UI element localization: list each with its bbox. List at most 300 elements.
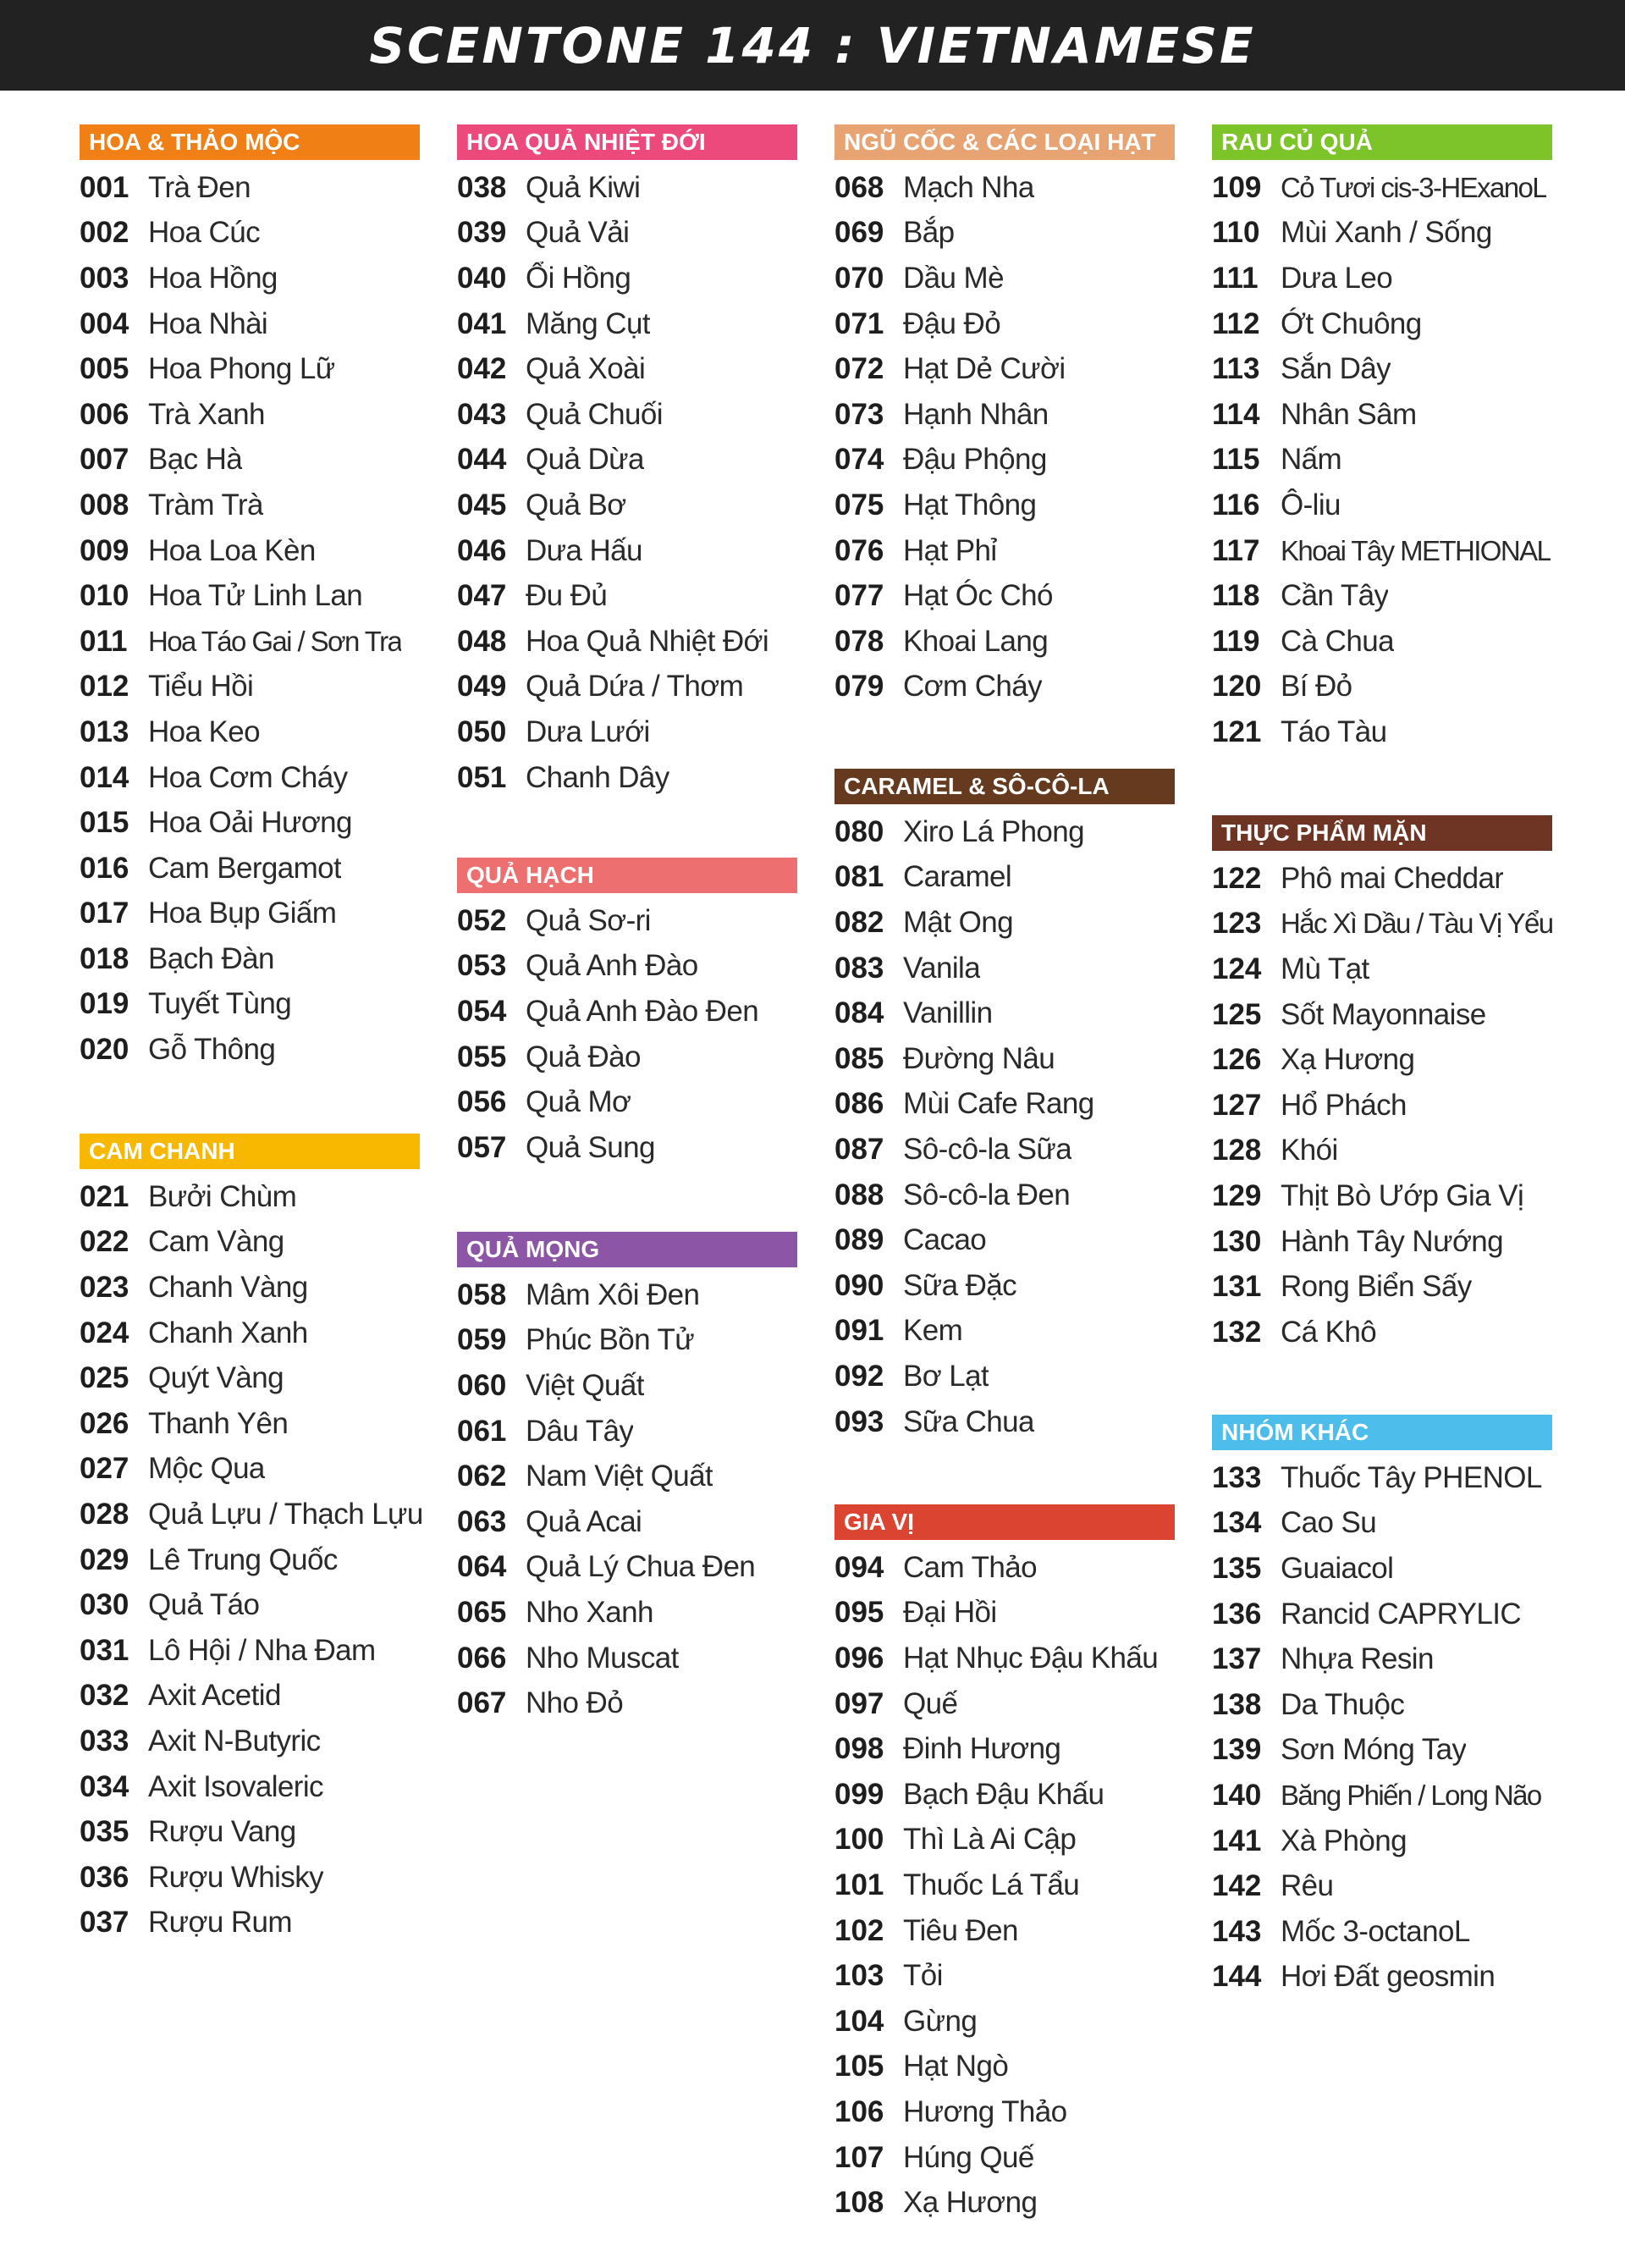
scent-code: 082 — [835, 905, 884, 939]
scent-item — [457, 1545, 804, 1591]
scent-item — [457, 256, 804, 301]
scent-item — [1212, 1128, 1559, 1174]
scent-code: 076 — [835, 533, 884, 567]
scent-list — [80, 165, 427, 1073]
category-section — [457, 1232, 804, 1726]
scent-code: 038 — [457, 170, 507, 204]
scent-name: Hoa Keo — [148, 715, 261, 748]
scent-item — [835, 392, 1182, 438]
scent-code: 086 — [835, 1087, 884, 1121]
scent-name: Vanillin — [903, 996, 993, 1030]
scent-item — [1212, 1818, 1559, 1864]
scent-name: Guaiacol — [1281, 1551, 1394, 1585]
scent-code: 067 — [457, 1686, 507, 1720]
scent-item — [80, 483, 427, 528]
scent-item — [457, 665, 804, 710]
scent-name: Thì Là Ai Cập — [903, 1823, 1077, 1857]
scent-name: Ổi Hồng — [526, 261, 631, 295]
scent-item — [1212, 573, 1559, 619]
scent-name: Axit Isovaleric — [148, 1769, 323, 1803]
scent-item — [1212, 1728, 1559, 1774]
scent-name: Thanh Yên — [148, 1406, 289, 1440]
scent-item — [457, 1125, 804, 1171]
category-section — [457, 858, 804, 1171]
scent-name: Tiêu Đen — [903, 1913, 1018, 1947]
scent-item — [80, 665, 427, 710]
scent-code: 007 — [80, 443, 129, 477]
scent-list — [457, 165, 804, 800]
category-header: THỰC PHẨM MẶN — [1212, 815, 1552, 851]
scent-name: Quả Sung — [526, 1130, 655, 1164]
scent-code: 075 — [835, 488, 884, 521]
scent-code: 103 — [835, 1959, 884, 1993]
scent-item — [80, 846, 427, 891]
scent-name: Quả Anh Đào Đen — [526, 994, 759, 1028]
scent-code: 021 — [80, 1179, 129, 1213]
scent-name: Hoa Bụp Giấm — [148, 897, 337, 930]
scent-item — [835, 946, 1182, 991]
scent-name: Quả Sơ-ri — [526, 903, 651, 937]
category-header: HOA QUẢ NHIỆT ĐỚI — [457, 124, 797, 160]
scent-code: 123 — [1212, 907, 1262, 941]
scent-name: Hạt Thông — [903, 488, 1037, 521]
scent-item — [80, 346, 427, 392]
scent-name: Nhựa Resin — [1281, 1642, 1434, 1676]
scent-name: Hạt Ngò — [903, 2050, 1009, 2083]
scent-name: Quả Táo — [148, 1588, 260, 1622]
scent-name: Mù Tạt — [1281, 952, 1369, 985]
scent-name: Sốt Mayonnaise — [1281, 997, 1486, 1031]
scent-item — [457, 392, 804, 438]
scent-item — [835, 1173, 1182, 1218]
scent-item — [835, 809, 1182, 855]
scent-code: 130 — [1212, 1224, 1262, 1258]
scent-item — [457, 898, 804, 944]
scent-code: 005 — [80, 352, 129, 386]
scent-item — [457, 346, 804, 392]
scent-code: 064 — [457, 1550, 507, 1584]
scent-name: Đại Hồi — [903, 1596, 997, 1630]
scent-item — [80, 1628, 427, 1674]
scent-name: Cao Su — [1281, 1506, 1377, 1540]
scent-code: 061 — [457, 1414, 507, 1448]
scent-item — [1212, 1083, 1559, 1128]
scent-name: Quả Mơ — [526, 1085, 631, 1119]
scent-name: Ớt Chuông — [1281, 306, 1422, 340]
scent-code: 100 — [835, 1823, 884, 1857]
scent-code: 095 — [835, 1596, 884, 1630]
scent-name: Rượu Whisky — [148, 1860, 324, 1894]
scent-code: 093 — [835, 1404, 884, 1438]
scent-name: Quả Kiwi — [526, 170, 641, 204]
scent-item — [835, 1772, 1182, 1818]
scent-name: Quả Lựu / Thạch Lựu — [148, 1497, 423, 1531]
scent-name: Tràm Trà — [148, 488, 263, 521]
scent-name: Sô-cô-la Sữa — [903, 1132, 1072, 1166]
scent-name: Nho Đỏ — [526, 1686, 624, 1720]
scent-code: 080 — [835, 814, 884, 848]
scent-item — [835, 1036, 1182, 1082]
category-section — [1212, 124, 1559, 755]
scent-item — [835, 855, 1182, 901]
scent-name: Hương Thảo — [903, 2094, 1067, 2128]
scent-item — [1212, 1455, 1559, 1501]
scent-code: 073 — [835, 397, 884, 431]
scent-code: 059 — [457, 1323, 507, 1357]
scent-code: 065 — [457, 1595, 507, 1629]
scent-item — [457, 619, 804, 665]
scent-name: Gừng — [903, 2004, 978, 2038]
scent-name: Quả Bơ — [526, 488, 626, 521]
scent-code: 107 — [835, 2140, 884, 2174]
scent-item — [457, 1680, 804, 1726]
scent-name: Cam Thảo — [903, 1550, 1037, 1584]
scent-code: 042 — [457, 352, 507, 386]
scent-name: Rong Biển Sấy — [1281, 1270, 1472, 1304]
scent-item — [457, 944, 804, 990]
scent-item — [457, 1272, 804, 1318]
scent-item — [457, 1318, 804, 1364]
scent-item — [457, 1035, 804, 1080]
scent-code: 069 — [835, 216, 884, 250]
scent-code: 056 — [457, 1085, 507, 1119]
scent-item — [457, 1079, 804, 1125]
scent-code: 009 — [80, 533, 129, 567]
scent-item — [835, 1217, 1182, 1263]
scent-item — [835, 1354, 1182, 1399]
scent-code: 084 — [835, 996, 884, 1030]
scent-name: Cần Tây — [1281, 579, 1389, 613]
scent-name: Quả Dừa — [526, 443, 644, 477]
scent-name: Khói — [1281, 1134, 1338, 1167]
scent-item — [1212, 256, 1559, 301]
scent-list — [1212, 856, 1559, 1355]
scent-name: Hoa Phong Lữ — [148, 352, 335, 386]
scent-name: Dâu Tây — [526, 1414, 634, 1448]
scent-code: 124 — [1212, 952, 1262, 985]
scent-code: 055 — [457, 1040, 507, 1073]
scent-code: 018 — [80, 941, 129, 975]
scent-item — [1212, 211, 1559, 257]
scent-code: 109 — [1212, 170, 1262, 204]
scent-code: 046 — [457, 533, 507, 567]
scent-name: Việt Quất — [526, 1368, 644, 1402]
scent-item — [1212, 392, 1559, 438]
category-section — [1212, 1415, 1559, 2000]
scent-name: Khoai Tây METHIONAL — [1281, 534, 1551, 566]
scent-list — [1212, 1455, 1559, 2000]
scent-code: 129 — [1212, 1178, 1262, 1212]
scent-item — [835, 1953, 1182, 1999]
scent-item — [1212, 1219, 1559, 1265]
scent-code: 118 — [1212, 579, 1260, 613]
scent-name: Sữa Đặc — [903, 1268, 1017, 1302]
scent-item — [835, 2180, 1182, 2226]
scent-name: Hạt Nhục Đậu Khấu — [903, 1641, 1159, 1675]
scent-item — [80, 1447, 427, 1493]
scent-item — [835, 1309, 1182, 1355]
scent-code: 011 — [80, 624, 128, 658]
scent-code: 043 — [457, 397, 507, 431]
scent-item — [457, 1409, 804, 1454]
scent-item — [835, 2135, 1182, 2181]
scent-list — [835, 1545, 1182, 2226]
scent-name: Cơm Cháy — [903, 670, 1043, 704]
scent-name: Quả Xoài — [526, 352, 646, 386]
scent-name: Phô mai Cheddar — [1281, 861, 1504, 895]
scent-item — [1212, 992, 1559, 1038]
scent-item — [80, 1901, 427, 1946]
scent-item — [835, 528, 1182, 574]
scent-code: 060 — [457, 1368, 507, 1402]
scent-name: Đường Nâu — [903, 1041, 1055, 1075]
scent-name: Quả Acai — [526, 1504, 642, 1538]
scent-code: 140 — [1212, 1778, 1262, 1812]
scent-name: Quế — [903, 1686, 958, 1720]
scent-code: 053 — [457, 949, 507, 983]
scent-code: 144 — [1212, 1960, 1262, 1994]
scent-name: Lê Trung Quốc — [148, 1542, 338, 1576]
scent-code: 006 — [80, 397, 129, 431]
scent-code: 058 — [457, 1277, 507, 1311]
scent-code: 112 — [1212, 306, 1260, 340]
scent-name: Dưa Leo — [1281, 261, 1393, 295]
scent-item — [80, 1311, 427, 1356]
scent-code: 119 — [1212, 624, 1260, 658]
scent-code: 143 — [1212, 1914, 1262, 1948]
scent-code: 028 — [80, 1497, 129, 1531]
scent-code: 139 — [1212, 1733, 1262, 1767]
scent-name: Đậu Đỏ — [903, 306, 1001, 340]
scent-item — [1212, 1264, 1559, 1310]
scent-code: 044 — [457, 443, 507, 477]
scent-name: Hơi Đất geosmin — [1281, 1960, 1496, 1994]
scent-name: Hoa Tử Linh Lan — [148, 579, 363, 613]
scent-item — [835, 1818, 1182, 1863]
scent-item — [1212, 1863, 1559, 1909]
scent-item — [1212, 1037, 1559, 1083]
scent-item — [80, 1492, 427, 1537]
scent-item — [835, 2089, 1182, 2135]
scent-code: 096 — [835, 1641, 884, 1675]
scent-code: 097 — [835, 1686, 884, 1720]
scent-name: Khoai Lang — [903, 624, 1049, 658]
scent-item — [1212, 665, 1559, 710]
scent-code: 027 — [80, 1452, 129, 1486]
scent-code: 039 — [457, 216, 507, 250]
scent-code: 122 — [1212, 861, 1262, 895]
scent-code: 031 — [80, 1633, 129, 1667]
scent-name: Hoa Quả Nhiệt Đới — [526, 624, 769, 658]
scent-code: 094 — [835, 1550, 884, 1584]
scent-item — [1212, 619, 1559, 665]
scent-item — [1212, 438, 1559, 483]
scent-code: 132 — [1212, 1315, 1262, 1349]
scent-item — [80, 1674, 427, 1719]
scent-name: Cam Vàng — [148, 1225, 284, 1259]
scent-code: 135 — [1212, 1551, 1262, 1585]
scent-item — [1212, 1682, 1559, 1728]
scent-code: 085 — [835, 1041, 884, 1075]
scent-name: Quả Dứa / Thơm — [526, 670, 744, 704]
scent-item — [1212, 165, 1559, 211]
scent-item — [80, 438, 427, 483]
scent-code: 133 — [1212, 1460, 1262, 1494]
scent-name: Đu Đủ — [526, 579, 608, 613]
scent-name: Mùi Cafe Rang — [903, 1087, 1094, 1121]
scent-code: 013 — [80, 715, 129, 748]
scent-name: Nam Việt Quất — [526, 1460, 713, 1493]
scent-name: Cà Chua — [1281, 624, 1394, 658]
scent-name: Gỗ Thông — [148, 1033, 276, 1067]
scent-code: 081 — [835, 860, 884, 894]
scent-code: 138 — [1212, 1687, 1262, 1721]
scent-code: 017 — [80, 897, 129, 930]
scent-item — [835, 256, 1182, 301]
category-header: CARAMEL & SÔ-CÔ-LA — [835, 769, 1175, 804]
scent-name: Hạt Phỉ — [903, 533, 997, 567]
scent-code: 036 — [80, 1860, 129, 1894]
scent-code: 120 — [1212, 670, 1262, 704]
scent-code: 012 — [80, 670, 129, 704]
scent-code: 099 — [835, 1777, 884, 1811]
scent-item — [457, 483, 804, 528]
scent-name: Axit N-Butyric — [148, 1724, 321, 1758]
scent-item — [80, 891, 427, 937]
scent-name: Rượu Vang — [148, 1815, 296, 1849]
scent-list — [1212, 165, 1559, 755]
scent-name: Lô Hội / Nha Đam — [148, 1633, 376, 1667]
scent-item — [80, 256, 427, 301]
scent-item — [80, 1582, 427, 1628]
scent-code: 110 — [1212, 216, 1260, 250]
scent-name: Mốc 3-octanoL — [1281, 1914, 1470, 1948]
scent-name: Bạch Đàn — [148, 941, 274, 975]
scent-item — [1212, 946, 1559, 992]
scent-list — [80, 1174, 427, 1945]
scent-code: 106 — [835, 2094, 884, 2128]
scent-code: 087 — [835, 1132, 884, 1166]
category-section — [457, 124, 804, 800]
scent-name: Rêu — [1281, 1869, 1334, 1903]
scent-name: Xà Phòng — [1281, 1824, 1407, 1857]
scent-name: Mùi Xanh / Sống — [1281, 216, 1492, 250]
scent-item — [457, 709, 804, 755]
category-header: CAM CHANH — [80, 1134, 420, 1169]
category-header: GIA VỊ — [835, 1504, 1175, 1540]
scent-code: 033 — [80, 1724, 129, 1758]
scent-code: 105 — [835, 2050, 884, 2083]
category-header: NHÓM KHÁC — [1212, 1415, 1552, 1450]
scent-item — [835, 1127, 1182, 1173]
scent-code: 092 — [835, 1359, 884, 1393]
scent-code: 008 — [80, 488, 129, 521]
scent-code: 037 — [80, 1906, 129, 1940]
scent-item — [835, 2045, 1182, 2090]
scent-item — [1212, 301, 1559, 347]
scent-item — [835, 665, 1182, 710]
scent-code: 089 — [835, 1223, 884, 1257]
scent-name: Trà Xanh — [148, 397, 265, 431]
scent-code: 091 — [835, 1314, 884, 1348]
scent-code: 131 — [1212, 1270, 1262, 1304]
page-header — [0, 0, 1625, 91]
scent-item — [80, 392, 427, 438]
scent-code: 104 — [835, 2004, 884, 2038]
scent-code: 090 — [835, 1268, 884, 1302]
scent-code: 023 — [80, 1270, 129, 1304]
scent-name: Mộc Qua — [148, 1452, 265, 1486]
scent-item — [835, 346, 1182, 392]
scent-item — [835, 1545, 1182, 1591]
scent-item — [457, 211, 804, 257]
scent-name: Ô-liu — [1281, 488, 1341, 521]
scent-name: Đinh Hương — [903, 1732, 1061, 1766]
scent-name: Hoa Cơm Cháy — [148, 760, 348, 794]
scent-code: 071 — [835, 306, 884, 340]
scent-name: Nho Muscat — [526, 1641, 679, 1675]
scent-item — [1212, 1909, 1559, 1955]
scent-name: Thịt Bò Ướp Gia Vị — [1281, 1178, 1524, 1212]
scent-item — [80, 1220, 427, 1266]
scent-code: 014 — [80, 760, 129, 794]
scent-name: Băng Phiến / Long Não — [1281, 1779, 1541, 1811]
category-section — [835, 769, 1182, 1444]
scent-item — [80, 1809, 427, 1855]
scent-item — [835, 483, 1182, 528]
scent-item — [457, 1499, 804, 1545]
scent-name: Dầu Mè — [903, 261, 1004, 295]
scent-code: 113 — [1212, 352, 1260, 386]
scent-code: 066 — [457, 1641, 507, 1675]
scent-name: Sơn Móng Tay — [1281, 1733, 1467, 1767]
scent-name: Dưa Hấu — [526, 533, 642, 567]
category-section — [1212, 815, 1559, 1355]
scent-list — [457, 898, 804, 1171]
scent-name: Hoa Nhài — [148, 306, 268, 340]
scent-item — [1212, 1173, 1559, 1219]
scent-code: 137 — [1212, 1642, 1262, 1676]
scent-item — [835, 1908, 1182, 1954]
scent-code: 041 — [457, 306, 507, 340]
scent-name: Bưởi Chùm — [148, 1179, 297, 1213]
scent-code: 117 — [1212, 533, 1260, 567]
scent-code: 045 — [457, 488, 507, 521]
scent-name: Quả Chuối — [526, 397, 663, 431]
scent-name: Kem — [903, 1314, 963, 1348]
scent-item — [80, 528, 427, 574]
scent-name: Bơ Lạt — [903, 1359, 989, 1393]
scent-name: Quả Vải — [526, 216, 630, 250]
scent-name: Cacao — [903, 1223, 987, 1257]
scent-name: Nhân Sâm — [1281, 397, 1417, 431]
scent-code: 019 — [80, 987, 129, 1021]
scent-item — [835, 165, 1182, 211]
scent-code: 114 — [1212, 397, 1260, 431]
category-header: QUẢ HẠCH — [457, 858, 797, 893]
scent-name: Quả Anh Đào — [526, 949, 698, 983]
scent-item — [835, 900, 1182, 946]
scent-list — [835, 165, 1182, 709]
scent-item — [457, 989, 804, 1035]
scent-code: 024 — [80, 1316, 129, 1349]
scent-item — [457, 1590, 804, 1636]
scent-name: Hoa Táo Gai / Sơn Tra — [148, 625, 402, 657]
scent-code: 016 — [80, 851, 129, 885]
scent-item — [80, 755, 427, 801]
scent-code: 115 — [1212, 443, 1260, 477]
scent-name: Táo Tàu — [1281, 715, 1387, 748]
